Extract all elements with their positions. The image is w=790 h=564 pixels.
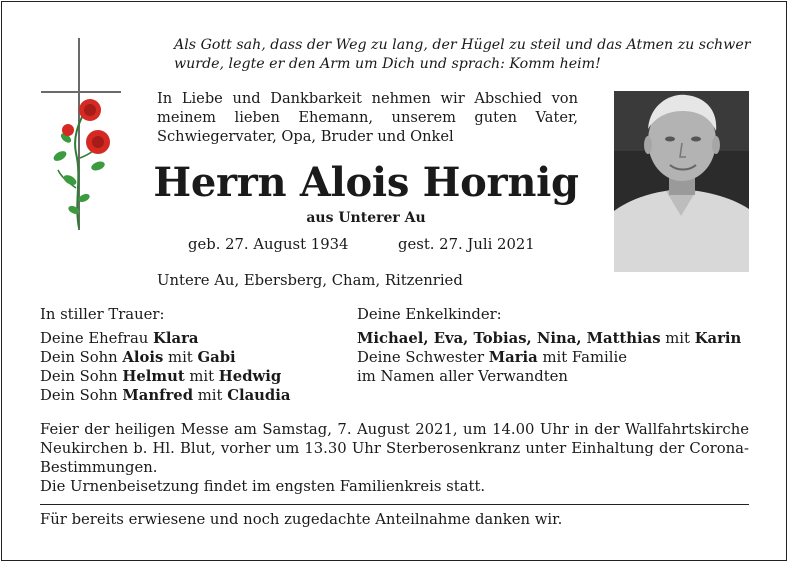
rose-bud-icon (62, 124, 74, 136)
service-info (40, 420, 749, 496)
birth-date: geb. 27. August 1934 (188, 236, 349, 253)
sister-line: Deine Schwester Maria mit Familie (357, 349, 627, 366)
divider (40, 504, 749, 505)
origin: aus Unterer Au (306, 210, 426, 226)
cross-with-roses-icon (38, 38, 124, 230)
mourner-line: Dein Sohn Helmut mit Hedwig (40, 368, 282, 385)
relatives-line: im Namen aller Verwandten (357, 368, 568, 385)
thanks-line: Für bereits erwiesene und noch zugedachte Anteilnahme danken wir. (40, 511, 563, 528)
places: Untere Au, Ebersberg, Cham, Ritzenried (157, 272, 463, 289)
mourners-right (357, 305, 741, 386)
mourner-line: Deine Ehefrau Klara (40, 330, 199, 347)
portrait-photo (614, 91, 749, 272)
mourners-left (40, 305, 291, 405)
mourner-line: Dein Sohn Manfred mit Claudia (40, 387, 291, 404)
mourner-line: Dein Sohn Alois mit Gabi (40, 349, 236, 366)
mass-info: Feier der heiligen Messe am Samstag, 7. August 2021, um 14.00 Uhr in der Wallfahrtskirche Neukirchen b. Hl. Blut, vorher um 13.30 Uhr Sterberosenkranz unter Einhaltung der Corona-Bestimmungen. (40, 421, 749, 476)
grandchildren-line: Michael, Eva, Tobias, Nina, Matthias mit Karin (357, 330, 742, 347)
death-date: gest. 27. Juli 2021 (398, 236, 535, 253)
intro-text: In Liebe und Dankbarkeit nehmen wir Abschied von meinem lieben Ehemann, unserem guten Vater, Schwiegervater, Opa, Bruder und Onkel (157, 90, 578, 145)
grandchildren-heading: Deine Enkelkinder: (357, 306, 502, 323)
mourners-heading: In stiller Trauer: (40, 306, 165, 323)
quote: Als Gott sah, dass der Weg zu lang, der Hügel zu steil und das Atmen zu schwer wurde, legte er den Arm um Dich und sprach: Komm heim! (174, 37, 751, 72)
urn-info: Die Urnenbeisetzung findet im engsten Familienkreis statt. (40, 478, 486, 495)
deceased-name: Herrn Alois Hornig (153, 159, 579, 206)
